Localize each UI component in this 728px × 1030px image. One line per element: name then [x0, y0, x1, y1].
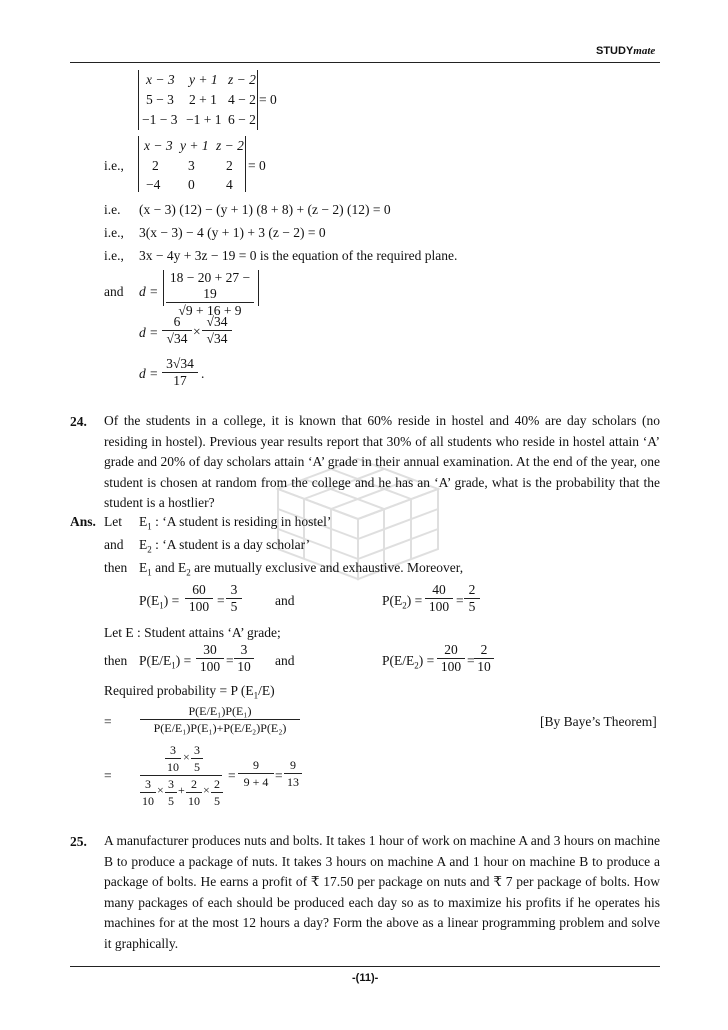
d2-numerator-b: √34: [202, 314, 232, 331]
e1-symbol: E: [139, 514, 148, 529]
line1-text: (x − 3) (12) − (y + 1) (8 + 8) + (z − 2) (12) = 0: [139, 202, 391, 217]
det1-equals: = 0: [259, 92, 277, 107]
det2-r3c2: 0: [188, 177, 195, 192]
cf-bot-plus: +: [178, 783, 185, 797]
cf-bot-times-2: ×: [203, 783, 210, 797]
brand-bold: STUDY: [596, 45, 634, 57]
header-brand: [596, 45, 655, 57]
d2-denominator-b: √34: [206, 331, 228, 346]
result-eq-1: =: [228, 768, 236, 783]
pee1-num-b: 3: [234, 642, 254, 659]
det2-r2c2: 3: [188, 158, 195, 173]
d3-fraction: [162, 356, 198, 389]
cf-top-b: [191, 742, 203, 775]
pe1-frac-a: [185, 582, 213, 615]
req-text: Required probability = P (E: [104, 683, 254, 698]
pee1-sub: 1: [171, 660, 176, 671]
cf-top-b-den: 5: [194, 760, 200, 774]
pe2-frac-b: [464, 582, 480, 615]
bayes-numerator: P(E/E₁)P(E₁): [140, 703, 300, 720]
pee1-frac-a: [196, 642, 224, 675]
pee2-eq: =: [467, 653, 475, 668]
det1-r2c2: 2 + 1: [189, 92, 217, 107]
cf-bot-c-num: 2: [186, 776, 202, 793]
compound-eq: =: [104, 768, 112, 783]
let-e-statement: Let E : Student attains ‘A’ grade;: [104, 625, 281, 640]
d3-numerator: 3√34: [162, 356, 198, 373]
cf-bot-a-num: 3: [140, 776, 156, 793]
det2-r1c2: y + 1: [180, 138, 209, 153]
pee1-den-b: 10: [237, 659, 251, 674]
cf-bot-b-num: 3: [165, 776, 177, 793]
cf-bot-times-1: ×: [157, 783, 164, 797]
det1-r3c1: −1 − 3: [142, 112, 178, 127]
d3-denominator: 17: [173, 373, 187, 388]
pee2-frac-b: [474, 642, 494, 675]
bayes-denominator: P(E/E₁)P(E₁)+P(E/E₂)P(E₂): [153, 721, 287, 735]
pee2-open: P(E/E: [382, 653, 415, 668]
pee2-num-a: 20: [437, 642, 465, 659]
pe1-num-b: 3: [226, 582, 242, 599]
pe2-eq: =: [456, 593, 464, 608]
result-den-2: 13: [287, 775, 299, 789]
cf-bot-c: [186, 776, 202, 809]
question-25-text: A manufacturer produces nuts and bolts. It takes 1 hour of work on machine A and 3 hours on machine B to produce a package of nuts. It takes 3 hours on machine A and 1 hour on machine B to produce a package of bolts. He earns a profit of ₹ 17.50 per package on nuts and ₹ 7 per package of bolts. How many packages of each should be produced each day so as to maximize his profits if he operates his machines for at the most 12 hours a day? Form the above as a linear programming problem and solve it graphically.: [104, 833, 660, 951]
e2-definition: [139, 537, 310, 555]
cf-bot-a: [140, 776, 156, 809]
req-close: /E): [258, 683, 275, 698]
cf-bot-c-den: 10: [188, 794, 200, 808]
pe1-sub: 1: [159, 600, 164, 611]
d1-numerator: 18 − 20 + 27 − 19: [166, 270, 254, 303]
det1-r1c3: z − 2: [228, 72, 256, 87]
d2-fraction-a: [162, 314, 192, 347]
cf-top-a-den: 10: [167, 760, 179, 774]
cf-top-b-num: 3: [191, 742, 203, 759]
det2-label: i.e.,: [104, 158, 124, 173]
cf-bot-d-num: 2: [211, 776, 223, 793]
pe2-sub: 2: [402, 600, 407, 611]
pee2-frac-a: [437, 642, 465, 675]
and-label: and: [104, 284, 124, 299]
det2-r2c1: 2: [152, 158, 159, 173]
pee2-den-a: 100: [440, 659, 462, 674]
d2-fraction-b: [202, 314, 232, 347]
bayes-theorem-note: [By Baye’s Theorem]: [540, 714, 657, 729]
pe2-close: ) =: [406, 593, 423, 608]
mutual-e1-sub: 1: [147, 567, 152, 578]
pe1-den-b: 5: [230, 599, 238, 614]
pee1-num-a: 30: [196, 642, 224, 659]
mutual-e2-sub: 2: [186, 567, 191, 578]
question-25-number: 25.: [70, 834, 87, 849]
result-num-1: 9: [238, 757, 274, 774]
let-label: Let: [104, 514, 122, 529]
pe2-num-a: 40: [425, 582, 453, 599]
and-label-2: and: [104, 537, 124, 552]
det2-r3c3: 4: [226, 177, 233, 192]
cf-bot-d-den: 5: [214, 794, 220, 808]
page-number: -(11)-: [352, 972, 379, 984]
mutual-text: are mutually exclusive and exhaustive. Moreover,: [190, 560, 464, 575]
mutual-statement: [139, 560, 463, 578]
required-probability: [104, 683, 275, 701]
e2-symbol: E: [139, 537, 148, 552]
pe1-eq: =: [217, 593, 225, 608]
det1-r1c1: x − 3: [146, 72, 175, 87]
question-24-text: Of the students in a college, it is known that 60% reside in hostel and 40% are day scholars (no residing in hostel). Previous year results report that 30% of all students who reside in hostel attain ‘A’ grade and 20% of day scholars attain ‘A’ grade in their annual examination. At the end of the year, one student is chosen at random from the college and he has an ‘A’ grade, what is the probability that the student is a hostlier?: [104, 413, 660, 510]
line1-label: i.e.: [104, 202, 121, 217]
pee1-expr: [139, 653, 191, 671]
mutual-e1: E: [139, 560, 148, 575]
det2-r2c3: 2: [226, 158, 233, 173]
header-rule: [70, 62, 660, 63]
pe2-den-a: 100: [428, 599, 450, 614]
pe2-num-b: 2: [464, 582, 480, 599]
cf-top-times: ×: [183, 750, 190, 764]
pe1-den-a: 100: [188, 599, 210, 614]
det1-r3c3: 6 − 2: [228, 112, 256, 127]
bayes-eq: =: [104, 714, 112, 729]
line3-label: i.e.,: [104, 248, 124, 263]
pee1-open: P(E/E: [139, 653, 172, 668]
line2-text: 3(x − 3) − 4 (y + 1) + 3 (z − 2) = 0: [139, 225, 326, 240]
cf-top-a-num: 3: [165, 742, 181, 759]
det2-r3c1: −4: [146, 177, 161, 192]
result-frac-1: [238, 757, 274, 790]
cf-bot-b-den: 5: [168, 794, 174, 808]
result-frac-2: [284, 757, 302, 790]
pee2-sub: 2: [414, 660, 419, 671]
pee2-num-b: 2: [474, 642, 494, 659]
d-equals-1: d =: [139, 284, 159, 299]
det2-equals: = 0: [248, 158, 266, 173]
e2-sub: 2: [147, 544, 152, 555]
cf-bot-d: [211, 776, 223, 809]
result-num-2: 9: [284, 757, 302, 774]
then-label: then: [104, 560, 128, 575]
pee1-eq: =: [226, 653, 234, 668]
mutual-e2: and E: [151, 560, 187, 575]
cf-bot-a-den: 10: [142, 794, 154, 808]
line3-text: 3x − 4y + 3z − 19 = 0 is the equation of the required plane.: [139, 248, 458, 263]
pe1-num-a: 60: [185, 582, 213, 599]
det2-r1c1: x − 3: [144, 138, 173, 153]
pee2-den-b: 10: [477, 659, 491, 674]
d-equals-3: d =: [139, 366, 159, 381]
e1-sub: 1: [147, 521, 152, 532]
det1-r3c2: −1 + 1: [186, 112, 222, 127]
e1-definition: [139, 514, 331, 532]
det1-r2c3: 4 − 2: [228, 92, 256, 107]
and-label-4: and: [275, 653, 295, 668]
pe1-open: P(E: [139, 593, 160, 608]
question-24-number: 24.: [70, 414, 87, 429]
pee1-close: ) =: [175, 653, 192, 668]
pe2-open: P(E: [382, 593, 403, 608]
pe2-frac-a: [425, 582, 453, 615]
brand-italic: mate: [633, 45, 656, 57]
bayes-fraction: [140, 703, 300, 736]
result-eq-2: =: [275, 768, 283, 783]
d2-numerator-a: 6: [162, 314, 192, 331]
req-sub: 1: [253, 690, 259, 701]
det2-r1c3: z − 2: [216, 138, 244, 153]
e2-text: : ‘A student is a day scholar’: [151, 537, 311, 552]
then-label-2: then: [104, 653, 128, 668]
d2-times: ×: [193, 324, 201, 339]
det1-r2c1: 5 − 3: [146, 92, 174, 107]
pe1-close: ) =: [163, 593, 180, 608]
pe2-den-b: 5: [468, 599, 476, 614]
d3-dot: .: [201, 366, 205, 381]
d-equals-2: d =: [139, 325, 159, 340]
pe1-expr: [139, 593, 179, 611]
pe2-expr: [382, 593, 422, 611]
pee2-close: ) =: [418, 653, 435, 668]
e1-text: : ‘A student is residing in hostel’: [151, 514, 332, 529]
pe1-frac-b: [226, 582, 242, 615]
and-label-3: and: [275, 593, 295, 608]
cf-bot-b: [165, 776, 177, 809]
pee1-den-a: 100: [199, 659, 221, 674]
d-fraction-1: [166, 270, 254, 319]
pee1-frac-b: [234, 642, 254, 675]
det1-r1c2: y + 1: [189, 72, 218, 87]
d2-denominator-a: √34: [166, 331, 188, 346]
line2-label: i.e.,: [104, 225, 124, 240]
result-den-1: 9 + 4: [243, 775, 269, 789]
cf-top-a: [165, 742, 181, 775]
d1-denominator: √9 + 16 + 9: [178, 303, 242, 318]
answer-label: Ans.: [70, 514, 96, 529]
pee2-expr: [382, 653, 434, 671]
footer-rule: [70, 966, 660, 967]
